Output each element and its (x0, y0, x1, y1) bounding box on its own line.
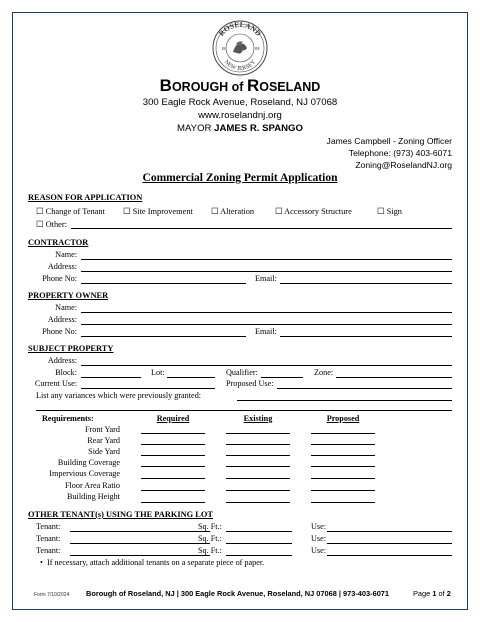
variances-field-1[interactable] (237, 400, 452, 401)
contractor-name-field[interactable] (81, 259, 452, 260)
title-r: R (246, 76, 260, 95)
variances-label: List any variances which were previously granted: (36, 391, 202, 400)
footer-address: Borough of Roseland, NJ | 300 Eagle Rock Avenue, Roseland, NJ 07068 | 973-403-6071 (86, 589, 390, 598)
rear-yard-existing[interactable] (226, 444, 290, 445)
owner-name-field[interactable] (81, 312, 452, 313)
building-height-existing[interactable] (226, 502, 290, 503)
req-rear-yard: Rear Yard (87, 436, 120, 445)
sqft-label-2: Sq. Ft.: (198, 534, 222, 543)
front-yard-required[interactable] (141, 433, 205, 434)
seal-bottom-text: NEW JERSEY (222, 59, 258, 73)
sqft-label-3: Sq. Ft.: (198, 546, 222, 555)
owner-phone-field[interactable] (81, 336, 246, 337)
building-height-proposed[interactable] (311, 502, 375, 503)
building-height-required[interactable] (141, 502, 205, 503)
title-b: B (159, 76, 172, 95)
req-impervious-coverage: Impervious Coverage (49, 469, 120, 478)
rear-yard-proposed[interactable] (311, 444, 375, 445)
req-front-yard: Front Yard (84, 425, 120, 434)
requirements-heading: Requirements: (42, 414, 94, 423)
sqft-field-3[interactable] (226, 555, 292, 556)
use-field-2[interactable] (327, 543, 452, 544)
svg-text:ROSELAND (217, 20, 264, 38)
col-required: Required (156, 414, 190, 423)
use-label-2: Use: (311, 534, 327, 543)
zone-label: Zone: (314, 368, 334, 377)
tenant-label-1: Tenant: (36, 522, 61, 531)
block-field[interactable] (81, 377, 141, 378)
floor-area-ratio-required[interactable] (141, 490, 205, 491)
use-field-1[interactable] (327, 531, 452, 532)
floor-area-ratio-proposed[interactable] (311, 490, 375, 491)
owner-heading: PROPERTY OWNER (28, 291, 109, 300)
bullet-icon: • (40, 558, 43, 567)
floor-area-ratio-existing[interactable] (226, 490, 290, 491)
req-building-height: Building Height (67, 492, 120, 501)
owner-phone-label: Phone No: (42, 327, 77, 336)
seal-right-num: 08 (255, 46, 260, 51)
subject-address-field[interactable] (81, 365, 452, 366)
impervious-coverage-required[interactable] (141, 478, 205, 479)
front-yard-existing[interactable] (226, 433, 290, 434)
page-mid: of (436, 589, 447, 598)
sqft-field-1[interactable] (226, 531, 292, 532)
owner-name-label: Name: (55, 303, 77, 312)
side-yard-required[interactable] (141, 455, 205, 456)
req-floor-area-ratio: Floor Area Ratio (64, 481, 120, 490)
reason-heading: REASON FOR APPLICATION (28, 193, 143, 202)
mayor-label: MAYOR (177, 123, 212, 134)
owner-email-label: Email: (255, 327, 277, 336)
checkbox-sign[interactable]: ☐ Sign (377, 207, 402, 216)
page-current: 1 (432, 589, 437, 598)
owner-address-field[interactable] (81, 324, 452, 325)
form-id: Form 7/10/2024 (34, 592, 70, 598)
seal-top-text: ROSELAND (216, 19, 264, 38)
title-oseland: OSELAND (259, 80, 321, 94)
zone-field[interactable] (336, 377, 452, 378)
other-field[interactable] (71, 228, 452, 229)
attachment-note (40, 558, 264, 567)
sqft-label-1: Sq. Ft.: (198, 522, 222, 531)
subject-address-label: Address: (47, 356, 77, 365)
tenant-label-3: Tenant: (36, 546, 61, 555)
tenant-label-2: Tenant: (36, 534, 61, 543)
sqft-field-2[interactable] (226, 543, 292, 544)
borough-address: 300 Eagle Rock Avenue, Roseland, NJ 07068 (142, 97, 338, 108)
contractor-phone-field[interactable] (81, 283, 246, 284)
contractor-address-label: Address: (47, 262, 77, 271)
tenant-field-2[interactable] (70, 543, 210, 544)
impervious-coverage-proposed[interactable] (311, 478, 375, 479)
qualifier-label: Qualifier: (226, 368, 258, 377)
use-field-3[interactable] (327, 555, 452, 556)
proposed-use-field[interactable] (277, 388, 452, 389)
variances-field-2[interactable] (36, 410, 452, 411)
front-yard-proposed[interactable] (311, 433, 375, 434)
owner-email-field[interactable] (280, 336, 452, 337)
mayor-line (0, 123, 480, 134)
tenants-heading: OTHER TENANT(s) USING THE PARKING LOT (28, 510, 213, 519)
use-label-3: Use: (311, 546, 327, 555)
contractor-email-label: Email: (255, 274, 277, 283)
checkbox-alteration[interactable]: ☐ Alteration (211, 207, 255, 216)
contractor-heading: CONTRACTOR (28, 238, 89, 247)
col-existing: Existing (243, 414, 273, 423)
side-yard-proposed[interactable] (311, 455, 375, 456)
checkbox-site-improvement[interactable]: ☐ Site Improvement (123, 207, 193, 216)
current-use-field[interactable] (81, 388, 215, 389)
page-number (413, 589, 451, 598)
page-total: 2 (446, 589, 451, 598)
lot-label: Lot: (151, 368, 165, 377)
contractor-name-label: Name: (55, 250, 77, 259)
checkbox-change-of-tenant[interactable]: ☐ Change of Tenant (36, 207, 105, 216)
tenant-field-1[interactable] (70, 531, 210, 532)
checkbox-other[interactable]: ☐ Other: (36, 220, 67, 229)
req-side-yard: Side Yard (88, 447, 120, 456)
page-prefix: Page (413, 589, 433, 598)
contractor-phone-label: Phone No: (42, 274, 77, 283)
use-label-1: Use: (311, 522, 327, 531)
rear-yard-required[interactable] (141, 444, 205, 445)
zoning-phone: Telephone: (973) 403-6071 (348, 148, 452, 158)
side-yard-existing[interactable] (226, 455, 290, 456)
zoning-officer: James Campbell - Zoning Officer (326, 136, 452, 146)
contractor-email-field[interactable] (280, 283, 452, 284)
owner-address-label: Address: (47, 315, 77, 324)
borough-seal-icon (211, 19, 269, 77)
contractor-address-field[interactable] (81, 271, 452, 272)
lot-field[interactable] (167, 377, 215, 378)
title-orough: OROUGH (171, 80, 229, 94)
mayor-name: JAMES R. SPANGO (214, 123, 303, 134)
subject-heading: SUBJECT PROPERTY (28, 344, 114, 353)
svg-text:NEW JERSEY (223, 59, 258, 72)
seal-left-num: 18 (221, 46, 226, 51)
proposed-use-label: Proposed Use: (226, 379, 274, 388)
block-label: Block: (55, 368, 77, 377)
checkbox-accessory-structure[interactable]: ☐ Accessory Structure (275, 207, 352, 216)
impervious-coverage-existing[interactable] (226, 478, 290, 479)
zoning-email[interactable]: Zoning@RoselandNJ.org (355, 160, 452, 170)
attachment-note-text: If necessary, attach additional tenants on a separate piece of paper. (46, 558, 265, 567)
borough-website[interactable]: www.roselandnj.org (198, 110, 282, 121)
borough-title (0, 76, 480, 96)
tenant-field-3[interactable] (70, 555, 210, 556)
qualifier-field[interactable] (261, 377, 303, 378)
col-proposed: Proposed (326, 414, 360, 423)
building-coverage-existing[interactable] (226, 466, 290, 467)
building-coverage-proposed[interactable] (311, 466, 375, 467)
req-building-coverage: Building Coverage (57, 458, 120, 467)
title-of: of (228, 80, 247, 94)
current-use-label: Current Use: (34, 379, 77, 388)
form-title: Commercial Zoning Permit Application (142, 172, 338, 184)
building-coverage-required[interactable] (141, 466, 205, 467)
